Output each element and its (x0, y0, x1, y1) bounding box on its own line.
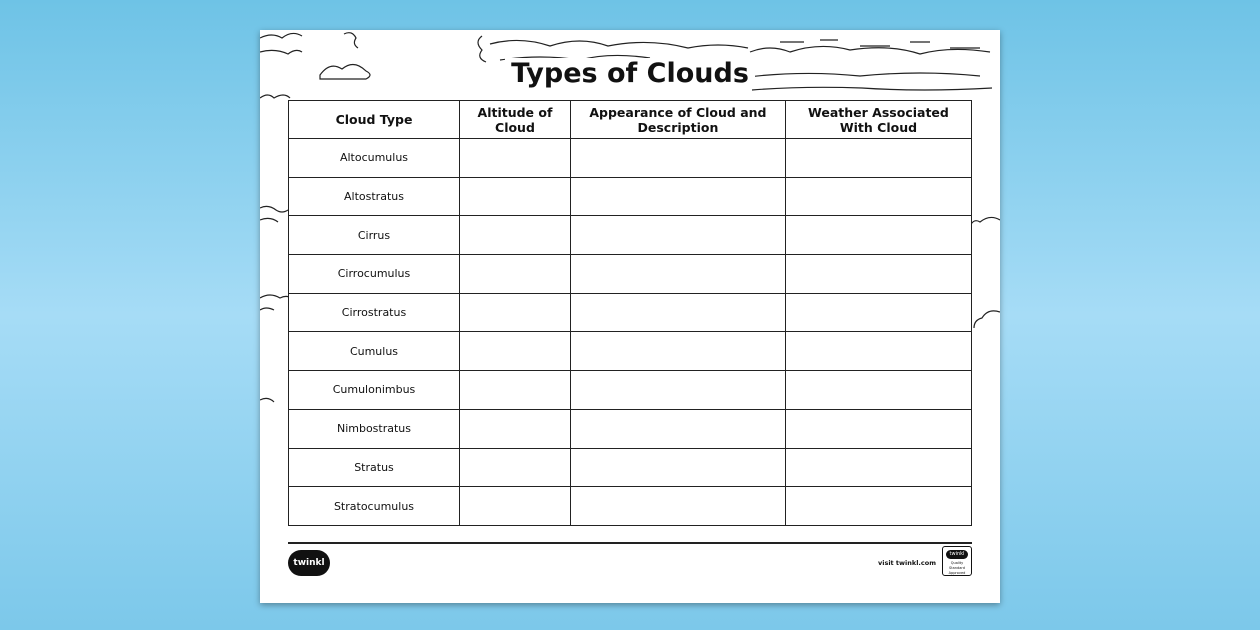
cloud-name: Nimbostratus (289, 409, 460, 448)
table-row (289, 293, 972, 332)
altitude-cell[interactable] (460, 448, 571, 487)
appearance-cell[interactable] (570, 139, 785, 178)
header-weather: Weather Associated With Cloud (785, 101, 971, 139)
weather-cell[interactable] (785, 293, 971, 332)
appearance-cell[interactable] (570, 255, 785, 294)
twinkl-logo[interactable] (288, 550, 330, 576)
altitude-cell[interactable] (460, 371, 571, 410)
logo-text: twinkl (293, 558, 325, 568)
altitude-cell[interactable] (460, 487, 571, 526)
worksheet-page (260, 30, 1000, 603)
appearance-cell[interactable] (570, 371, 785, 410)
table-row (289, 487, 972, 526)
appearance-cell[interactable] (570, 409, 785, 448)
table-row (289, 139, 972, 178)
header-altitude: Altitude of Cloud (460, 101, 571, 139)
cloud-name: Cumulus (289, 332, 460, 371)
badge-top-text: twinkl (946, 550, 968, 559)
cloud-name: Cumulonimbus (289, 371, 460, 410)
visit-link[interactable]: visit twinkl.com (877, 559, 936, 567)
altitude-cell[interactable] (460, 177, 571, 216)
weather-cell[interactable] (785, 139, 971, 178)
altitude-cell[interactable] (460, 139, 571, 178)
cloud-name: Stratus (289, 448, 460, 487)
weather-cell[interactable] (785, 487, 971, 526)
header-cloud-type: Cloud Type (289, 101, 460, 139)
footer-divider (288, 542, 972, 544)
weather-cell[interactable] (785, 409, 971, 448)
header-row (289, 101, 972, 139)
altitude-cell[interactable] (460, 255, 571, 294)
weather-cell[interactable] (785, 371, 971, 410)
appearance-cell[interactable] (570, 448, 785, 487)
page-title: Types of Clouds (260, 58, 1000, 89)
table-row (289, 371, 972, 410)
table-row (289, 332, 972, 371)
cloud-name: Cirrus (289, 216, 460, 255)
appearance-cell[interactable] (570, 293, 785, 332)
weather-cell[interactable] (785, 216, 971, 255)
weather-cell[interactable] (785, 448, 971, 487)
weather-cell[interactable] (785, 177, 971, 216)
cloud-name: Altocumulus (289, 139, 460, 178)
cloud-name: Cirrostratus (289, 293, 460, 332)
appearance-cell[interactable] (570, 487, 785, 526)
table-row (289, 255, 972, 294)
header-appearance: Appearance of Cloud and Description (570, 101, 785, 139)
table-row (289, 448, 972, 487)
quality-badge-icon (942, 546, 972, 576)
altitude-cell[interactable] (460, 216, 571, 255)
altitude-cell[interactable] (460, 293, 571, 332)
cloud-name: Altostratus (289, 177, 460, 216)
appearance-cell[interactable] (570, 332, 785, 371)
clouds-table (288, 100, 972, 526)
altitude-cell[interactable] (460, 409, 571, 448)
table-row (289, 409, 972, 448)
badge-bottom-text: Quality Standard Approved (948, 561, 966, 575)
appearance-cell[interactable] (570, 177, 785, 216)
cloud-name: Cirrocumulus (289, 255, 460, 294)
appearance-cell[interactable] (570, 216, 785, 255)
table-row (289, 177, 972, 216)
table-row (289, 216, 972, 255)
weather-cell[interactable] (785, 255, 971, 294)
weather-cell[interactable] (785, 332, 971, 371)
altitude-cell[interactable] (460, 332, 571, 371)
cloud-name: Stratocumulus (289, 487, 460, 526)
